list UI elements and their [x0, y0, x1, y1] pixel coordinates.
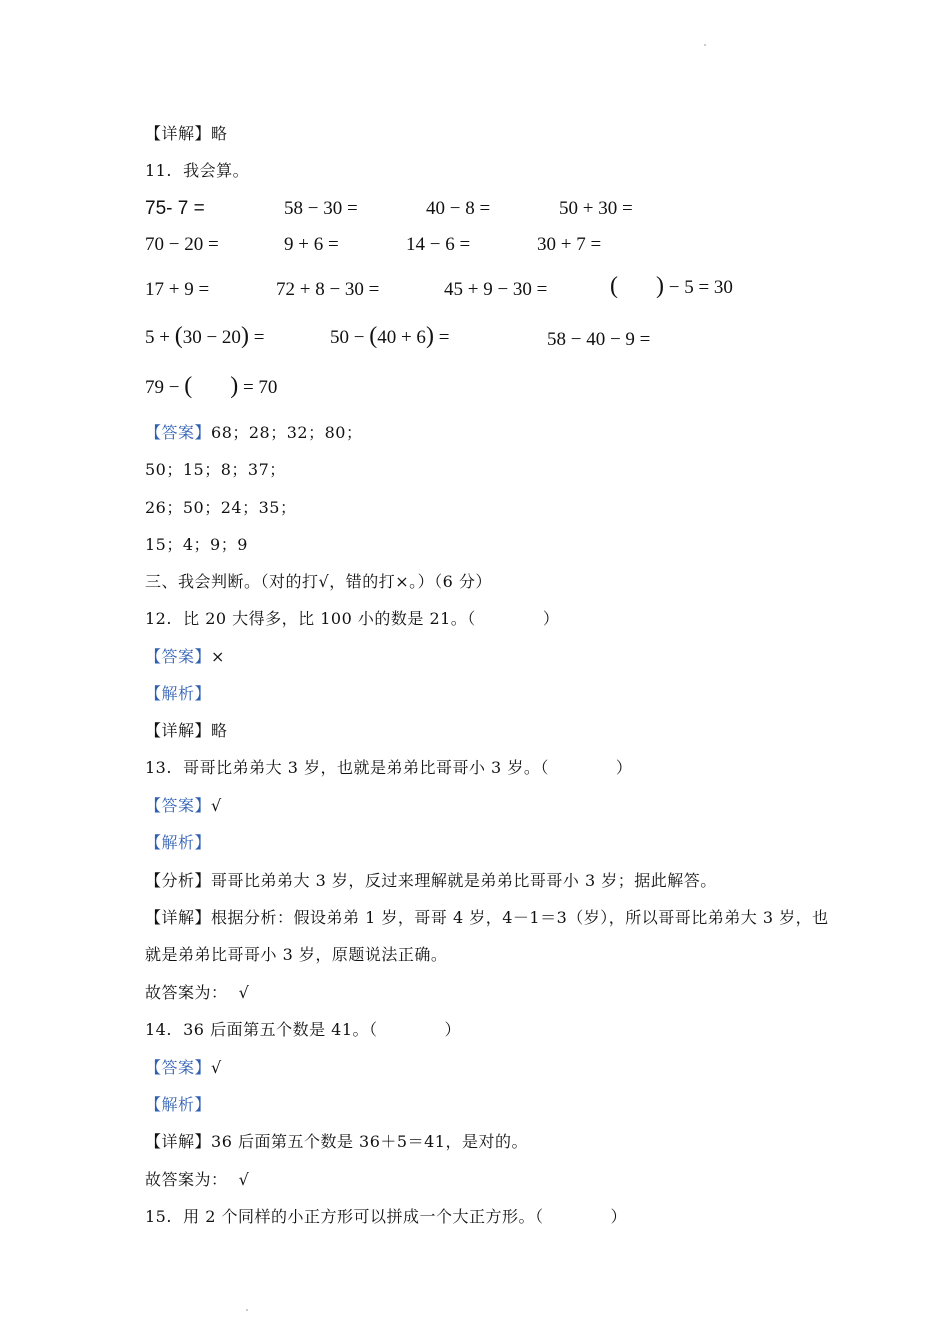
detail-tag: 【详解】 — [145, 124, 212, 143]
expr-r2-2: 9 + 6 = — [284, 234, 339, 255]
post: = 70 — [242, 377, 278, 398]
answer-value: √ — [211, 796, 222, 815]
q15-question: 15. 用 2 个同样的小正方形可以拼成一个大正方形。（ ） — [145, 1207, 628, 1226]
pre: 5 + — [145, 327, 170, 348]
answer-value: × — [211, 647, 225, 666]
answer-value: √ — [211, 1058, 222, 1077]
expr-r3-3: 45 + 9 − 30 = — [444, 279, 548, 300]
expr-r3-2: 72 + 8 − 30 = — [276, 279, 380, 300]
expr-blank-2 — [145, 374, 277, 400]
q11-answer-3: 26；50；24；35； — [145, 498, 297, 517]
q14-question: 14. 36 后面第五个数是 41。（ ） — [145, 1020, 462, 1039]
expr-blank-1 — [610, 274, 733, 300]
q11-answer-1 — [145, 422, 362, 444]
mid: 30 − 20 — [182, 327, 241, 348]
blank1-rest: − 5 = 30 — [668, 277, 733, 298]
paren-close: ) — [425, 323, 434, 349]
expr-r3-1: 17 + 9 = — [145, 279, 210, 300]
expr-r1-4: 50 + 30 = — [559, 198, 633, 219]
pre: 50 − — [330, 327, 365, 348]
paren-open: ( — [369, 323, 378, 349]
pre: 79 − — [145, 377, 180, 398]
answer-tag: 【答案】 — [145, 423, 212, 442]
answer-tag: 【答案】 — [145, 796, 212, 815]
q12-analysis-tag: 【解析】 — [145, 684, 212, 703]
q14-conclusion: 故答案为： √ — [145, 1170, 250, 1189]
corner-mark — [704, 44, 706, 46]
post: = — [253, 327, 265, 348]
section-3-heading: 三、我会判断。（对的打√，错的打×。）（6 分） — [145, 572, 492, 591]
expr-r2-4: 30 + 7 = — [537, 234, 602, 255]
q14-answer — [145, 1057, 222, 1079]
answer-line: 68；28；32；80； — [211, 423, 363, 442]
answer-tag: 【答案】 — [145, 1058, 212, 1077]
expr-r4-2 — [330, 324, 449, 350]
paren-open: ( — [610, 273, 618, 299]
expr-r2-1: 70 − 20 = — [145, 234, 219, 255]
q14-analysis-tag: 【解析】 — [145, 1095, 212, 1114]
q14-detail — [145, 1131, 528, 1153]
q13-answer — [145, 795, 222, 817]
expr-r1-3: 40 − 8 = — [426, 198, 491, 219]
paren-close: ) — [656, 273, 664, 299]
detail-tag: 【详解】 — [145, 908, 212, 927]
q11-answer-2: 50；15；8；37； — [145, 460, 286, 479]
detail-text: 根据分析：假设弟弟 1 岁，哥哥 4 岁，4－1＝3（岁），所以哥哥比弟弟大 3 岁，也 — [211, 908, 829, 927]
expr-r1-1: 75- 7 = — [145, 198, 205, 219]
paren-open: ( — [174, 323, 183, 349]
fenxi-text: 哥哥比弟弟大 3 岁，反过来理解就是弟弟比哥哥小 3 岁；据此解答。 — [211, 871, 717, 890]
q11-title: 11. 我会算。 — [145, 161, 250, 180]
q13-detail — [145, 907, 829, 929]
detail-text: 36 后面第五个数是 36＋5＝41，是对的。 — [211, 1132, 528, 1151]
q12-answer — [145, 646, 225, 668]
footer-mark — [246, 1309, 248, 1311]
detail-text: 略 — [211, 124, 228, 143]
expr-r4-1 — [145, 324, 264, 350]
answer-tag: 【答案】 — [145, 647, 212, 666]
q10-detail — [145, 123, 228, 145]
paren-close: ) — [230, 373, 239, 399]
q12-detail — [145, 720, 228, 742]
detail-text: 略 — [211, 721, 228, 740]
expr-r4-3: 58 − 40 − 9 = — [547, 329, 651, 350]
expr-r1-2: 58 − 30 = — [284, 198, 358, 219]
q13-fenxi — [145, 870, 717, 892]
q13-conclusion: 故答案为： √ — [145, 983, 250, 1002]
q13-analysis-tag: 【解析】 — [145, 833, 212, 852]
post: = — [438, 327, 450, 348]
q11-answer-4: 15；4；9；9 — [145, 535, 248, 554]
q13-detail-cont: 就是弟弟比哥哥小 3 岁，原题说法正确。 — [145, 945, 448, 964]
detail-tag: 【详解】 — [145, 1132, 212, 1151]
detail-tag: 【详解】 — [145, 721, 212, 740]
expr-r2-3: 14 − 6 = — [406, 234, 471, 255]
fenxi-tag: 【分析】 — [145, 871, 212, 890]
paren-open: ( — [184, 373, 193, 399]
q13-question: 13. 哥哥比弟弟大 3 岁，也就是弟弟比哥哥小 3 岁。（ ） — [145, 758, 633, 777]
mid: 40 + 6 — [377, 327, 426, 348]
q12-question: 12. 比 20 大得多，比 100 小的数是 21。（ ） — [145, 609, 560, 628]
paren-close: ) — [240, 323, 249, 349]
